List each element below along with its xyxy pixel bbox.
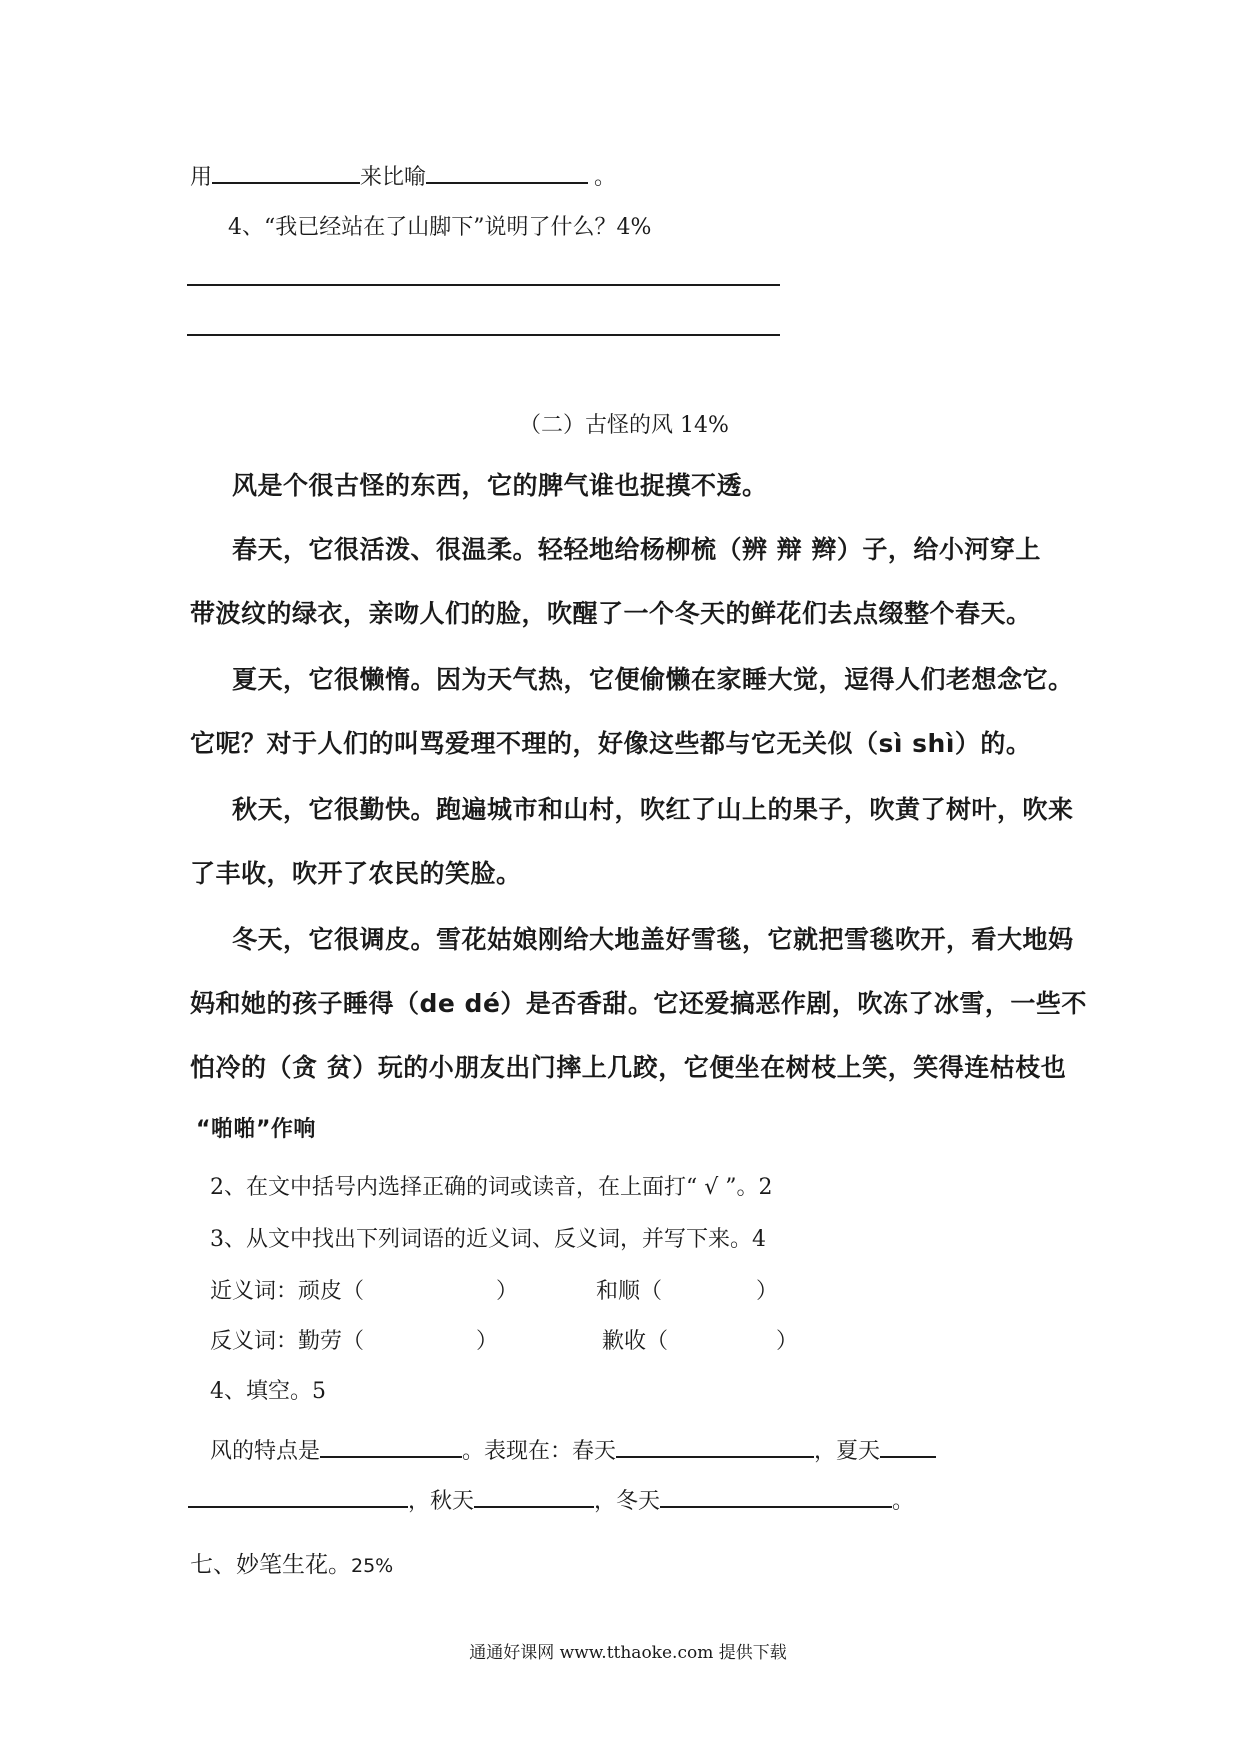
question-2: 2、在文中括号内选择正确的词或读音，在上面打“ √ ”。2	[210, 1175, 773, 1200]
question-4-fill: 4、填空。5	[210, 1379, 326, 1404]
answer-blank[interactable]	[426, 160, 588, 184]
passage-paragraph-2: 春天，它很活泼、很温柔。轻轻地给杨柳梳（辨 辩 辫）子，给小河穿上	[232, 535, 1041, 564]
answer-blank[interactable]	[660, 1484, 892, 1508]
fill-text-a: 风的特点是	[210, 1439, 321, 1464]
synonyms-word-2: 和顺（	[596, 1279, 663, 1304]
answer-line[interactable]	[187, 284, 780, 286]
q3-text-2: 来比喻	[360, 165, 427, 190]
q3-tail-line	[190, 160, 616, 191]
passage-paragraph-5: 冬天，它很调皮。雪花姑娘刚给大地盖好雪毯，它就把雪毯吹开，看大地妈	[232, 925, 1074, 954]
answer-blank[interactable]	[616, 1434, 814, 1458]
page-footer: 通通好课网 www.tthaoke.com 提供下载	[469, 1643, 787, 1663]
question-3: 3、从文中找出下列词语的近义词、反义词，并写下来。4	[210, 1227, 766, 1252]
antonym-close-paren: ）	[776, 1329, 799, 1354]
fill-text-b: 。表现在：春天	[462, 1439, 617, 1464]
fill-text-d: ，秋天	[408, 1489, 475, 1514]
passage-paragraph-5-cont: 怕冷的（贪 贫）玩的小朋友出门摔上几跤，它便坐在树枝上笑，笑得连枯枝也	[190, 1053, 1067, 1082]
q3-text-3: 。	[594, 165, 617, 190]
passage-paragraph-5-cont: 妈和她的孩子睡得（de dé）是否香甜。它还爱搞恶作剧，吹冻了冰雪，一些不	[190, 989, 1087, 1018]
synonym-close-paren: ）	[496, 1279, 519, 1304]
answer-blank[interactable]	[212, 160, 360, 184]
antonyms-label: 反义词：勤劳（	[210, 1329, 365, 1354]
section-7-title: 七、妙笔生花。	[190, 1552, 351, 1578]
antonym-close-paren: ）	[476, 1329, 499, 1354]
section-2-title: （二）古怪的风 14%	[519, 413, 729, 438]
fill-text-f: 。	[892, 1489, 915, 1514]
fill-line-1	[210, 1434, 936, 1465]
passage-paragraph-3: 夏天，它很懒惰。因为天气热，它便偷懒在家睡大觉，逗得人们老想念它。	[232, 665, 1074, 694]
answer-blank[interactable]	[474, 1484, 594, 1508]
answer-blank[interactable]	[880, 1434, 936, 1458]
passage-paragraph-2-cont: 带波纹的绿衣，亲吻人们的脸，吹醒了一个冬天的鲜花们去点缀整个春天。	[190, 599, 1032, 628]
passage-paragraph-4: 秋天，它很勤快。跑遍城市和山村，吹红了山上的果子，吹黄了树叶，吹来	[232, 795, 1074, 824]
synonyms-label: 近义词：顽皮（	[210, 1279, 365, 1304]
passage-paragraph-1: 风是个很古怪的东西，它的脾气谁也捉摸不透。	[232, 471, 768, 500]
section-7-score: 25%	[351, 1555, 394, 1577]
antonyms-word-2: 歉收（	[602, 1329, 669, 1354]
answer-blank[interactable]	[320, 1434, 462, 1458]
passage-paragraph-3-cont: 它呢？对于人们的叫骂爱理不理的，好像这些都与它无关似（sì shì）的。	[190, 729, 1032, 758]
passage-paragraph-4-cont: 了丰收，吹开了农民的笑脸。	[190, 859, 522, 888]
fill-text-c: ，夏天	[814, 1439, 881, 1464]
passage-paragraph-5-cont: “啪啪”作响	[196, 1117, 316, 1142]
answer-line[interactable]	[187, 334, 780, 336]
synonym-close-paren: ）	[756, 1279, 779, 1304]
fill-text-e: ，冬天	[594, 1489, 661, 1514]
answer-blank[interactable]	[188, 1484, 408, 1508]
question-4: 4、“我已经站在了山脚下”说明了什么？4%	[228, 215, 652, 240]
section-7-heading	[190, 1546, 393, 1579]
fill-line-2	[188, 1484, 914, 1515]
q3-text-1: 用	[190, 165, 213, 190]
